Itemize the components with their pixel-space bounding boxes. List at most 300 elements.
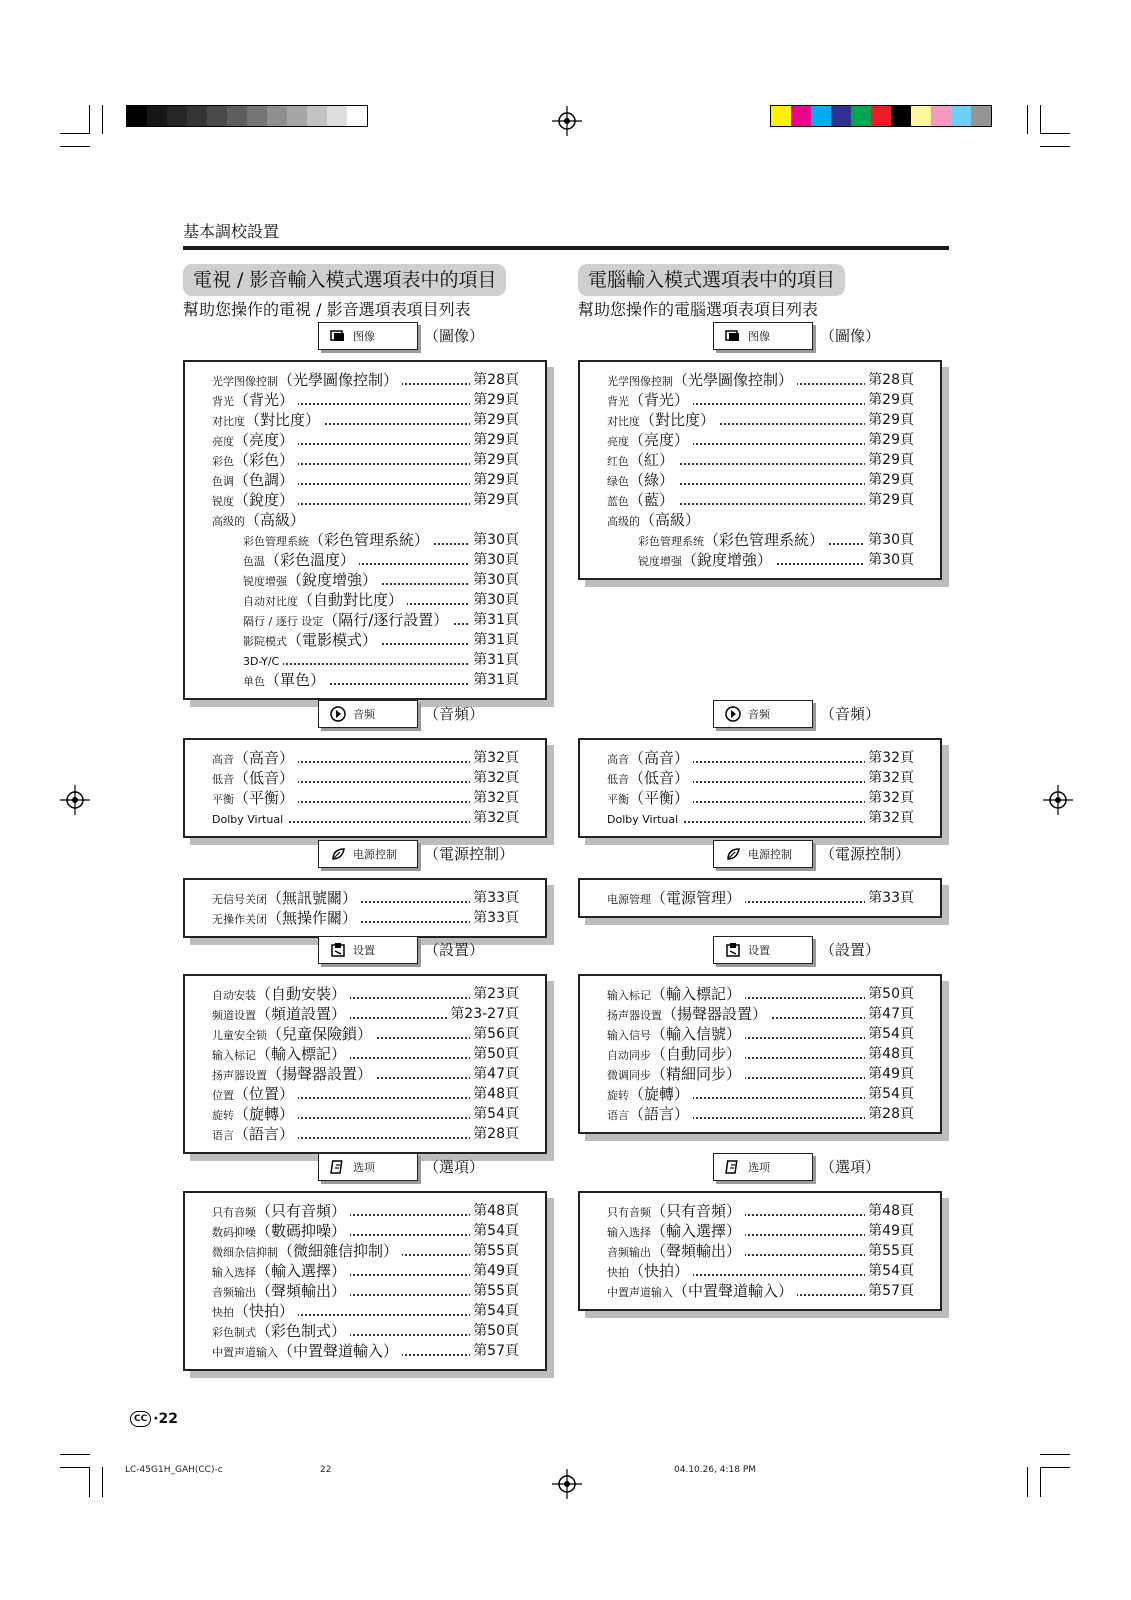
- menu-tab-label: 图像: [353, 330, 375, 343]
- menu-item-label: [212, 788, 298, 810]
- item-name-simplified: 锐度增强: [243, 575, 287, 588]
- crop-mark: [1040, 105, 1041, 134]
- page-reference: 第56頁: [470, 1024, 519, 1044]
- menu-item-label: [607, 510, 704, 532]
- cc-badge: CC: [130, 1411, 151, 1427]
- page-reference: 第32頁: [865, 768, 914, 788]
- right-section-title: 電腦輸入模式選項表中的項目: [578, 264, 845, 296]
- page-reference: 第33頁: [865, 888, 914, 908]
- item-name-simplified: 对比度: [212, 415, 245, 428]
- menu-item-label: [212, 984, 350, 1006]
- menu-item-row: [580, 768, 940, 788]
- menu-item-row: [580, 1221, 940, 1241]
- menu-item-row: [580, 1064, 940, 1084]
- calibration-swatch: [871, 106, 891, 126]
- item-name-traditional: （聲頻輸出）: [256, 1282, 347, 1300]
- menu-item-row: [185, 1124, 545, 1144]
- menu-tab-label: 音频: [748, 708, 770, 721]
- menu-item-label: [607, 1024, 745, 1046]
- item-name-simplified: 旋转: [212, 1109, 234, 1122]
- menu-item-label: [212, 1064, 376, 1086]
- menu-item-label: [212, 1281, 350, 1303]
- page-reference: 第32頁: [470, 768, 519, 788]
- item-name-traditional: （背光）: [629, 391, 690, 409]
- page-reference: 第54頁: [470, 1301, 519, 1321]
- item-name-simplified: 语言: [212, 1129, 234, 1142]
- item-name-simplified: 自动同步: [607, 1049, 651, 1062]
- item-name-traditional: （銳度增強）: [287, 571, 378, 589]
- menu-item-row: [185, 470, 545, 490]
- menu-item-row: [185, 610, 545, 630]
- calibration-swatch: [951, 106, 971, 126]
- page-reference: 第28頁: [865, 370, 914, 390]
- menu-item-label: [607, 1004, 771, 1026]
- crop-mark: [1027, 105, 1028, 134]
- item-name-simplified: 高音: [212, 753, 234, 766]
- menu-items-box: [183, 360, 547, 700]
- menu-item-row: [580, 1084, 940, 1104]
- item-name-simplified: 高级的: [212, 515, 245, 528]
- item-name-traditional: （電影模式）: [287, 631, 378, 649]
- item-name-simplified: 锐度: [212, 495, 234, 508]
- menu-items-box: [578, 974, 942, 1134]
- page-reference: 第50頁: [470, 1044, 519, 1064]
- item-name-simplified: 彩色管理系统: [638, 535, 704, 548]
- item-name-simplified: 蓝色: [607, 495, 629, 508]
- calibration-swatch: [267, 106, 287, 126]
- page-reference: 第30頁: [865, 530, 914, 550]
- page-reference: 第48頁: [865, 1044, 914, 1064]
- page-reference: 第29頁: [865, 430, 914, 450]
- item-name-simplified: 隔行 / 逐行 设定: [243, 615, 324, 628]
- menu-item-row: [185, 390, 545, 410]
- item-name-simplified: 光学图像控制: [212, 375, 278, 388]
- menu-item-row: [185, 1201, 545, 1221]
- crop-mark: [60, 146, 90, 147]
- item-name-simplified: 亮度: [212, 435, 234, 448]
- crop-mark: [1040, 133, 1070, 134]
- item-name-traditional: （自動同步）: [651, 1045, 742, 1063]
- menu-item-row: [185, 630, 545, 650]
- menu-item-label: [607, 748, 693, 770]
- page-reference: 第29頁: [865, 490, 914, 510]
- crop-mark: [102, 105, 103, 134]
- item-name-simplified: 锐度增强: [638, 555, 682, 568]
- menu-item-label: [212, 1221, 350, 1243]
- page-reference: 第33頁: [470, 908, 519, 928]
- menu-item-row: [185, 1321, 545, 1341]
- menu-item-label: [607, 1261, 693, 1283]
- page-reference: 第32頁: [865, 748, 914, 768]
- menu-item-row: [580, 410, 940, 430]
- menu-items-box: [183, 738, 547, 838]
- menu-item-row: [185, 1281, 545, 1301]
- menu-item-label: [212, 390, 298, 412]
- item-name-simplified: 色温: [243, 555, 265, 568]
- menu-tab-label: 设置: [353, 944, 375, 957]
- menu-name-traditional: （選項）: [424, 1158, 485, 1176]
- item-name-simplified: 快拍: [607, 1266, 629, 1279]
- item-name-traditional: （高音）: [234, 749, 295, 767]
- menu-items-box: [578, 738, 942, 838]
- menu-item-label: [212, 1004, 350, 1026]
- item-name-traditional: （快拍）: [234, 1302, 295, 1320]
- menu-item-row: [580, 510, 940, 530]
- item-name-traditional: （低音）: [234, 769, 295, 787]
- crop-mark: [1040, 146, 1070, 147]
- menu-name-traditional: （電源控制）: [820, 845, 911, 863]
- menu-item-label: [607, 984, 745, 1006]
- menu-name-traditional: （音頻）: [820, 705, 881, 723]
- crop-mark: [89, 1467, 90, 1497]
- item-name-simplified: 输入标记: [607, 989, 651, 1002]
- menu-item-label: [638, 530, 828, 552]
- menu-item-label: [607, 470, 678, 492]
- menu-item-row: [185, 1221, 545, 1241]
- crop-mark: [1040, 1454, 1070, 1455]
- item-name-traditional: （輸入選擇）: [256, 1262, 347, 1280]
- item-name-simplified: 对比度: [607, 415, 640, 428]
- menu-item-label: [212, 450, 298, 472]
- page-reference: 第32頁: [470, 788, 519, 808]
- menu-item-label: [607, 490, 678, 512]
- item-name-simplified: 高音: [607, 753, 629, 766]
- page-reference: 第29頁: [470, 410, 519, 430]
- menu-item-row: [580, 788, 940, 808]
- menu-name-traditional: （音頻）: [424, 705, 485, 723]
- item-name-simplified: 中置声道输入: [607, 1286, 673, 1299]
- calibration-swatch: [207, 106, 227, 126]
- menu-item-label: [243, 670, 329, 692]
- item-name-simplified: 红色: [607, 455, 629, 468]
- menu-tab-label: 音频: [353, 708, 375, 721]
- power-control-icon: [724, 846, 742, 862]
- item-name-simplified: 输入选择: [607, 1226, 651, 1239]
- item-name-simplified: 位置: [212, 1089, 234, 1102]
- item-name-simplified: 只有音频: [212, 1206, 256, 1219]
- page-reference: 第32頁: [865, 808, 914, 828]
- crop-mark: [60, 1454, 90, 1455]
- item-name-traditional: （兒童保險鎖）: [267, 1025, 373, 1043]
- menu-item-label: [607, 1044, 745, 1066]
- item-name-traditional: （無操作關）: [267, 909, 358, 927]
- menu-name-traditional: （選項）: [820, 1158, 881, 1176]
- item-name-simplified: 输入选择: [212, 1266, 256, 1279]
- item-name-simplified: 背光: [212, 395, 234, 408]
- menu-item-row: [580, 1044, 940, 1064]
- item-name-traditional: （光學圖像控制）: [278, 371, 399, 389]
- item-name-traditional: （色調）: [234, 471, 295, 489]
- calibration-swatch: [931, 106, 951, 126]
- menu-item-row: [580, 984, 940, 1004]
- item-name-simplified: 影院模式: [243, 635, 287, 648]
- menu-item-label: [243, 590, 407, 612]
- menu-item-label: [212, 1124, 298, 1146]
- registration-mark-icon: [60, 785, 90, 815]
- menu-item-label: [607, 768, 693, 790]
- menu-item-label: [607, 1221, 745, 1243]
- item-name-simplified: 彩色: [212, 455, 234, 468]
- menu-tab-audio: [318, 700, 418, 728]
- menu-item-row: [580, 490, 940, 510]
- page-reference: 第55頁: [470, 1241, 519, 1261]
- menu-item-row: [185, 1024, 545, 1044]
- calibration-swatch: [771, 106, 791, 126]
- menu-item-label: [607, 1281, 797, 1303]
- crop-mark: [1027, 1467, 1028, 1497]
- menu-item-row: [185, 908, 545, 928]
- menu-item-row: [185, 768, 545, 788]
- menu-tab-label: 电源控制: [748, 848, 792, 861]
- menu-items-box: [183, 878, 547, 938]
- page-reference: 第23-27頁: [447, 1004, 519, 1024]
- menu-item-label: [212, 370, 402, 392]
- menu-item-row: [185, 1261, 545, 1281]
- item-name-traditional: （中置聲道輸入）: [673, 1282, 794, 1300]
- menu-item-row: [580, 530, 940, 550]
- menu-item-row: [185, 808, 545, 828]
- menu-item-label: [212, 1024, 376, 1046]
- item-name-traditional: （旋轉）: [234, 1105, 295, 1123]
- menu-item-label: [212, 808, 287, 830]
- item-name-traditional: （中置聲道輸入）: [278, 1342, 399, 1360]
- menu-item-row: [185, 550, 545, 570]
- item-name-simplified: 亮度: [607, 435, 629, 448]
- item-name-traditional: （數碼抑噪）: [256, 1222, 347, 1240]
- menu-item-row: [185, 590, 545, 610]
- item-name-traditional: （平衡）: [234, 789, 295, 807]
- page-reference: 第48頁: [470, 1084, 519, 1104]
- item-name-simplified: 频道设置: [212, 1009, 256, 1022]
- registration-mark-icon: [552, 106, 582, 136]
- crop-mark: [60, 1467, 90, 1468]
- page-reference: 第28頁: [865, 1104, 914, 1124]
- item-name-traditional: （背光）: [234, 391, 295, 409]
- item-name-simplified: 儿童安全锁: [212, 1029, 267, 1042]
- menu-item-label: [607, 808, 682, 830]
- item-name-traditional: （彩色）: [234, 451, 295, 469]
- crop-mark: [1040, 1467, 1041, 1497]
- menu-item-label: [212, 1321, 350, 1343]
- menu-items-box: [183, 974, 547, 1154]
- calibration-swatch: [831, 106, 851, 126]
- menu-items-box: [578, 1191, 942, 1311]
- item-name-simplified: 3D-Y/C: [243, 655, 280, 668]
- item-name-traditional: （亮度）: [234, 431, 295, 449]
- menu-tab-label: 选项: [748, 1161, 770, 1174]
- calibration-swatch: [811, 106, 831, 126]
- calibration-swatch: [167, 106, 187, 126]
- menu-item-label: [212, 430, 298, 452]
- menu-tab-label: 电源控制: [353, 848, 397, 861]
- menu-item-label: [243, 630, 381, 652]
- item-name-simplified: 光学图像控制: [607, 375, 673, 388]
- menu-items-box: [578, 360, 942, 580]
- item-name-traditional: （精細同步）: [651, 1065, 742, 1083]
- menu-tab-label: 选项: [353, 1161, 375, 1174]
- menu-item-row: [580, 550, 940, 570]
- item-name-traditional: （揚聲器設置）: [267, 1065, 373, 1083]
- right-section-subtitle: 幫助您操作的電腦選項表項目列表: [578, 300, 819, 319]
- item-name-traditional: （亮度）: [629, 431, 690, 449]
- item-name-traditional: （頻道設置）: [256, 1005, 347, 1023]
- item-name-simplified: 平衡: [212, 793, 234, 806]
- crop-mark: [60, 133, 90, 134]
- item-name-traditional: （揚聲器設置）: [662, 1005, 768, 1023]
- item-name-traditional: （位置）: [234, 1085, 295, 1103]
- page-reference: 第30頁: [470, 550, 519, 570]
- option-icon: [329, 1159, 347, 1175]
- menu-item-label: [212, 888, 361, 910]
- item-name-traditional: （聲頻輸出）: [651, 1242, 742, 1260]
- item-name-traditional: （彩色溫度）: [265, 551, 356, 569]
- menu-item-row: [580, 888, 940, 908]
- crop-mark: [89, 105, 90, 134]
- item-name-traditional: （銳度增強）: [682, 551, 773, 569]
- calibration-swatch: [327, 106, 347, 126]
- item-name-simplified: 平衡: [607, 793, 629, 806]
- item-name-simplified: 微调同步: [607, 1069, 651, 1082]
- menu-item-row: [185, 748, 545, 768]
- calibration-swatch: [791, 106, 811, 126]
- calibration-swatch: [227, 106, 247, 126]
- menu-item-label: [212, 1341, 402, 1363]
- page-reference: 第54頁: [470, 1104, 519, 1124]
- menu-item-label: [607, 430, 693, 452]
- calibration-swatch: [287, 106, 307, 126]
- item-name-traditional: （彩色制式）: [256, 1322, 347, 1340]
- page-reference: 第31頁: [470, 650, 519, 670]
- left-section-subtitle: 幫助您操作的電視 / 影音選項表項目列表: [183, 300, 471, 319]
- page-reference: 第29頁: [865, 470, 914, 490]
- menu-item-label: [212, 1104, 298, 1126]
- page-reference: 第32頁: [470, 808, 519, 828]
- header-rule: [183, 246, 949, 250]
- calibration-swatch: [971, 106, 991, 126]
- item-name-traditional: （快拍）: [629, 1262, 690, 1280]
- menu-item-row: [580, 1261, 940, 1281]
- page-reference: 第49頁: [865, 1221, 914, 1241]
- menu-item-label: [607, 1201, 745, 1223]
- item-name-traditional: （語言）: [629, 1105, 690, 1123]
- page-reference: 第47頁: [865, 1004, 914, 1024]
- item-name-simplified: 单色: [243, 675, 265, 688]
- item-name-simplified: 只有音频: [607, 1206, 651, 1219]
- menu-item-label: [212, 768, 298, 790]
- menu-item-label: [212, 1084, 298, 1106]
- option-icon: [724, 1159, 742, 1175]
- menu-item-label: [212, 490, 298, 512]
- item-name-simplified: 音频输出: [212, 1286, 256, 1299]
- item-name-simplified: Dolby Virtual: [212, 813, 284, 826]
- item-name-traditional: （彩色管理系統）: [704, 531, 825, 549]
- item-name-simplified: 数码抑噪: [212, 1226, 256, 1239]
- item-name-traditional: （自動對比度）: [298, 591, 404, 609]
- item-name-traditional: （旋轉）: [629, 1085, 690, 1103]
- page-reference: 第49頁: [865, 1064, 914, 1084]
- menu-item-row: [185, 1084, 545, 1104]
- menu-item-row: [580, 470, 940, 490]
- menu-item-label: [212, 410, 324, 432]
- item-name-simplified: 彩色管理系統: [243, 535, 309, 548]
- menu-item-row: [185, 510, 545, 530]
- picture-icon: [329, 328, 347, 344]
- page-reference: 第30頁: [470, 570, 519, 590]
- registration-mark-icon: [1043, 785, 1073, 815]
- item-name-traditional: （對比度）: [245, 411, 321, 429]
- item-name-simplified: 自动对比度: [243, 595, 298, 608]
- page-reference: 第48頁: [470, 1201, 519, 1221]
- menu-item-label: [212, 1044, 350, 1066]
- menu-item-label: [607, 450, 678, 472]
- menu-item-label: [607, 1084, 693, 1106]
- color-calibration-bar: [770, 105, 992, 127]
- menu-item-label: [212, 1201, 350, 1223]
- item-name-simplified: 高级的: [607, 515, 640, 528]
- page-reference: 第29頁: [865, 410, 914, 430]
- page-reference: 第29頁: [470, 490, 519, 510]
- menu-item-row: [185, 1341, 545, 1361]
- menu-item-row: [185, 1301, 545, 1321]
- calibration-swatch: [147, 106, 167, 126]
- audio-icon: [724, 706, 742, 722]
- page-reference: 第29頁: [865, 450, 914, 470]
- page-reference: 第29頁: [865, 390, 914, 410]
- menu-item-row: [580, 450, 940, 470]
- calibration-swatch: [247, 106, 267, 126]
- menu-item-label: [212, 1241, 402, 1263]
- menu-item-row: [185, 1241, 545, 1261]
- item-name-traditional: （綠）: [629, 471, 675, 489]
- menu-tab-power-control: [318, 840, 418, 868]
- item-name-simplified: 扬声器设置: [607, 1009, 662, 1022]
- page-reference: 第30頁: [470, 530, 519, 550]
- menu-item-label: [243, 550, 359, 572]
- menu-item-row: [185, 490, 545, 510]
- menu-item-row: [580, 1024, 940, 1044]
- menu-item-label: [607, 788, 693, 810]
- item-name-traditional: （光學圖像控制）: [673, 371, 794, 389]
- footer-date: 04.10.26, 4:18 PM: [674, 1465, 757, 1475]
- item-name-traditional: （輸入標記）: [256, 1045, 347, 1063]
- menu-item-row: [185, 450, 545, 470]
- calibration-swatch: [347, 106, 367, 126]
- calibration-swatch: [891, 106, 911, 126]
- page-reference: 第49頁: [470, 1261, 519, 1281]
- item-name-simplified: 电源管理: [607, 893, 651, 906]
- menu-tab-label: 图像: [748, 330, 770, 343]
- item-name-simplified: 输入标记: [212, 1049, 256, 1062]
- item-name-traditional: （只有音頻）: [256, 1202, 347, 1220]
- crop-mark: [1040, 1467, 1070, 1468]
- menu-item-row: [580, 370, 940, 390]
- item-name-traditional: （電源管理）: [651, 889, 742, 907]
- calibration-swatch: [307, 106, 327, 126]
- page-reference: 第54頁: [865, 1084, 914, 1104]
- menu-item-row: [185, 1104, 545, 1124]
- page-reference: 第47頁: [470, 1064, 519, 1084]
- page-reference: 第32頁: [470, 748, 519, 768]
- item-name-traditional: （高級）: [640, 511, 701, 529]
- menu-tab-option: [318, 1153, 418, 1181]
- menu-item-label: [243, 650, 283, 672]
- menu-item-label: [212, 748, 298, 770]
- item-name-traditional: （輸入信號）: [651, 1025, 742, 1043]
- menu-item-row: [185, 984, 545, 1004]
- menu-item-row: [580, 390, 940, 410]
- item-name-simplified: 背光: [607, 395, 629, 408]
- page-header-title: 基本調校設置: [183, 222, 280, 241]
